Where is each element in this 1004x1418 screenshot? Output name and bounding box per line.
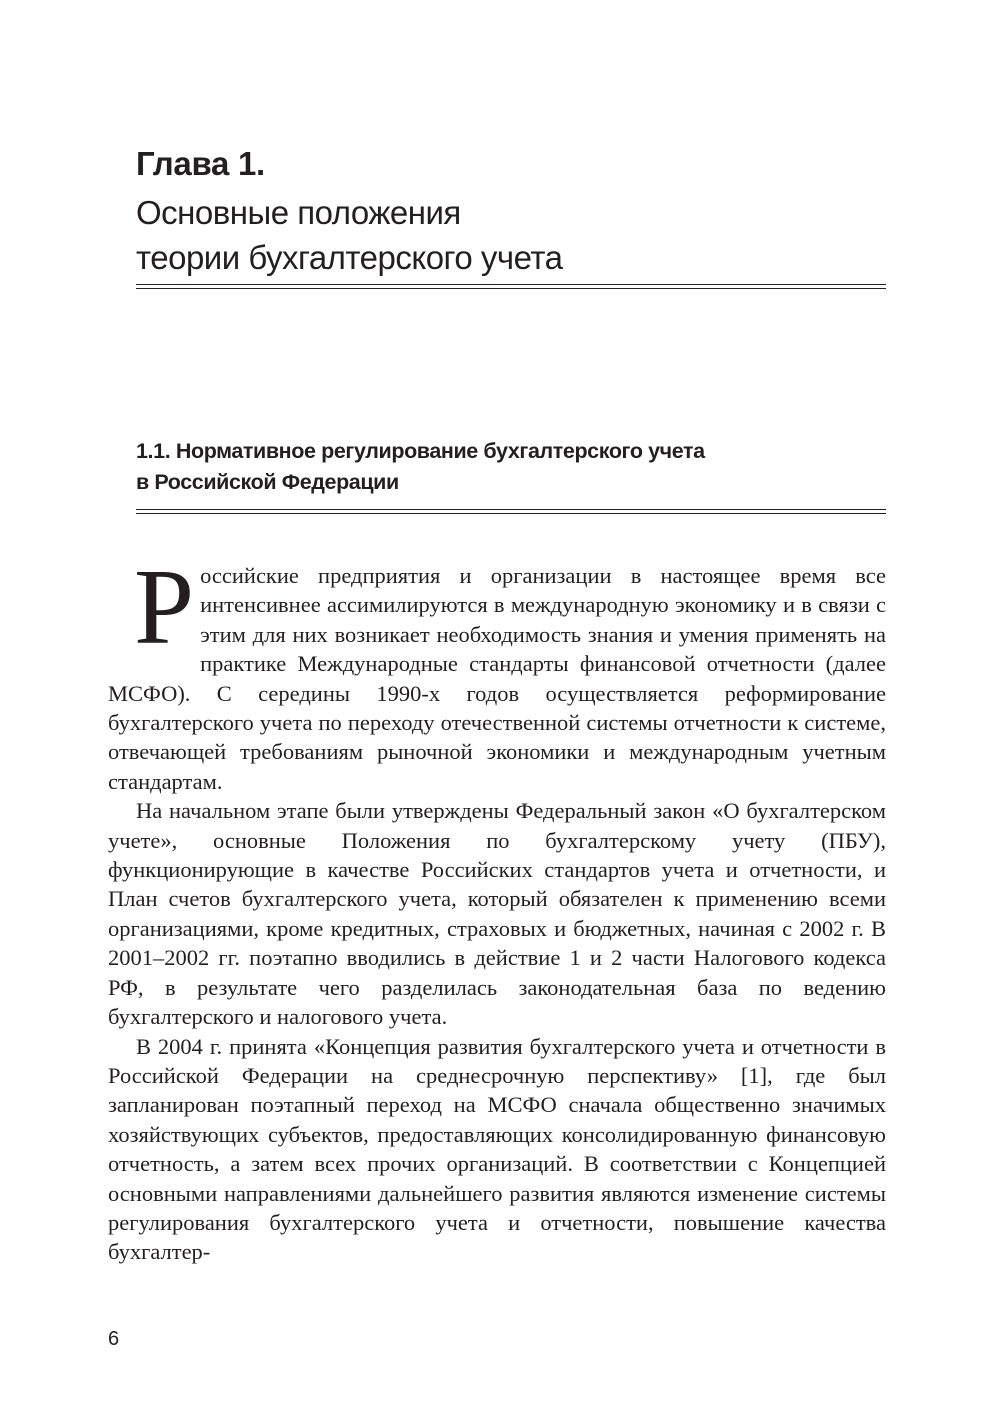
page-number: 6: [108, 1328, 120, 1350]
paragraph-3: В 2004 г. принята «Концепция развития бухгалтерского учета и отчетности в Российской Федерации на среднесрочную перспективу» [1], где был запланирован поэтапный переход на МСФО сначала общественно значимых хозяйствующих субъектов, предоставляющих консолидированную финансовую отчетность, а затем всех прочих организаций. В соответствии с Концепцией основными направлениями дальнейшего развития являются изменение системы регулирования бухгалтерского учета и отчетности, повышение качества бухгалтер-: [108, 1033, 886, 1265]
drop-cap: Р: [134, 548, 195, 667]
chapter-heading: [136, 138, 886, 280]
paragraph-1: [108, 548, 886, 796]
section-title-line-2: в Российской Федерации: [136, 470, 399, 494]
paragraph-1-text: оссийские предприятия и организации в настоящее время все интенсивнее ассимилируются в международную экономику и в связи с этим для них возникает необходимость знания и умения применять на практике Международные стандарты финансовой отчетности (далее МСФО). С середины 1990-х годов осуществляется реформирование бухгалтерского учета по переходу отечественной системы отчетности к системе, отвечающей требованиям рыночной экономики и международным учетным стандартам.: [108, 563, 886, 794]
body-text: [108, 548, 886, 1267]
section-divider: [136, 509, 886, 514]
chapter-divider: [136, 284, 886, 289]
chapter-title-line-1: Основные положения: [136, 194, 461, 231]
section-heading: [136, 436, 886, 498]
paragraph-2: На начальном этапе были утверждены Федеральный закон «О бухгалтерском учете», основные Положения по бухгалтерскому учету (ПБУ), функционирующие в качестве Российских стандартов учета и отчетности, и План счетов бухгалтерского учета, который обязателен к применению всеми организациями, кроме кредитных, страховых и бюджетных, начиная с 2002 г. В 2001–2002 гг. поэтапно вводились в действие 1 и 2 части Налогового кодекса РФ, в результате чего разделилась законодательная база по ведению бухгалтерского и налогового учета.: [108, 798, 886, 1030]
chapter-title-line-2: теории бухгалтерского учета: [136, 239, 563, 276]
chapter-label: Глава 1.: [136, 145, 265, 182]
section-title-line-1: 1.1. Нормативное регулирование бухгалтерского учета: [136, 439, 705, 463]
